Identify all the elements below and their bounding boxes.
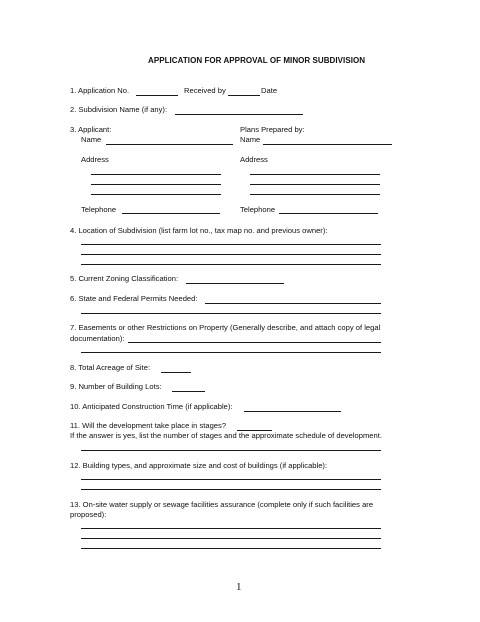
stages-followup-label: If the answer is yes, list the number of stages and the approximate schedule of development.	[70, 431, 382, 440]
preparer-address-label: Address	[240, 155, 268, 164]
building-lots-field[interactable]	[172, 391, 205, 392]
applicant-label: 3. Applicant:	[70, 125, 112, 134]
water-sewage-line-3[interactable]	[81, 548, 381, 549]
application-no-label: 1. Application No.	[70, 86, 130, 95]
application-no-field[interactable]	[136, 95, 178, 96]
stages-label: 11. Will the development take place in stages?	[70, 421, 227, 430]
zoning-field[interactable]	[186, 283, 284, 284]
easements-line-2[interactable]	[81, 352, 381, 353]
location-label: 4. Location of Subdivision (list farm lot no., tax map no. and previous owner):	[70, 226, 328, 235]
water-sewage-line-1[interactable]	[81, 528, 381, 529]
applicant-address-line-3[interactable]	[91, 194, 221, 195]
preparer-name-field[interactable]	[263, 144, 392, 145]
location-line-1[interactable]	[81, 244, 381, 245]
applicant-telephone-label: Telephone	[81, 205, 117, 214]
permits-line-1[interactable]	[205, 303, 381, 304]
preparer-address-line-1[interactable]	[250, 174, 380, 175]
easements-label-line-1: 7. Easements or other Restrictions on Property (Generally describe, and attach copy of legal	[70, 323, 381, 332]
acreage-label: 8. Total Acreage of Site:	[70, 363, 151, 372]
applicant-name-field[interactable]	[106, 144, 233, 145]
subdivision-name-field[interactable]	[175, 114, 303, 115]
applicant-telephone-field[interactable]	[122, 213, 220, 214]
building-types-label: 12. Building types, and approximate size and cost of buildings (if applicable):	[70, 461, 328, 470]
acreage-field[interactable]	[161, 372, 191, 373]
applicant-address-line-2[interactable]	[91, 184, 221, 185]
preparer-address-line-3[interactable]	[250, 194, 380, 195]
location-line-3[interactable]	[81, 264, 381, 265]
construction-time-label: 10. Anticipated Construction Time (if applicable):	[70, 402, 233, 411]
subdivision-name-label: 2. Subdivision Name (if any):	[70, 105, 168, 114]
preparer-telephone-field[interactable]	[279, 213, 378, 214]
building-types-line-1[interactable]	[81, 479, 381, 480]
permits-line-2[interactable]	[81, 313, 381, 314]
building-types-line-2[interactable]	[81, 489, 381, 490]
water-sewage-line-2[interactable]	[81, 538, 381, 539]
stages-schedule-line[interactable]	[81, 450, 381, 451]
date-label: Date	[261, 86, 278, 95]
water-sewage-label-line-1: 13. On-site water supply or sewage facilities assurance (complete only if such facilities are	[70, 500, 374, 509]
preparer-name-label: Name	[240, 135, 261, 144]
applicant-name-label: Name	[81, 135, 102, 144]
applicant-address-label: Address	[81, 155, 109, 164]
received-by-field[interactable]	[228, 95, 260, 96]
zoning-label: 5. Current Zoning Classification:	[70, 274, 179, 283]
page-title: APPLICATION FOR APPROVAL OF MINOR SUBDIVISION	[148, 56, 366, 65]
plans-prepared-by-label: Plans Prepared by:	[240, 125, 305, 134]
applicant-address-line-1[interactable]	[91, 174, 221, 175]
building-lots-label: 9. Number of Building Lots:	[70, 382, 162, 391]
received-by-label: Received by	[184, 86, 226, 95]
easements-label-line-2: documentation):	[70, 334, 125, 343]
preparer-address-line-2[interactable]	[250, 184, 380, 185]
page-number: 1	[236, 581, 242, 593]
permits-label: 6. State and Federal Permits Needed:	[70, 294, 198, 303]
preparer-telephone-label: Telephone	[240, 205, 276, 214]
easements-line-1[interactable]	[128, 342, 381, 343]
construction-time-field[interactable]	[244, 411, 341, 412]
water-sewage-label-line-2: proposed):	[70, 510, 107, 519]
location-line-2[interactable]	[81, 254, 381, 255]
